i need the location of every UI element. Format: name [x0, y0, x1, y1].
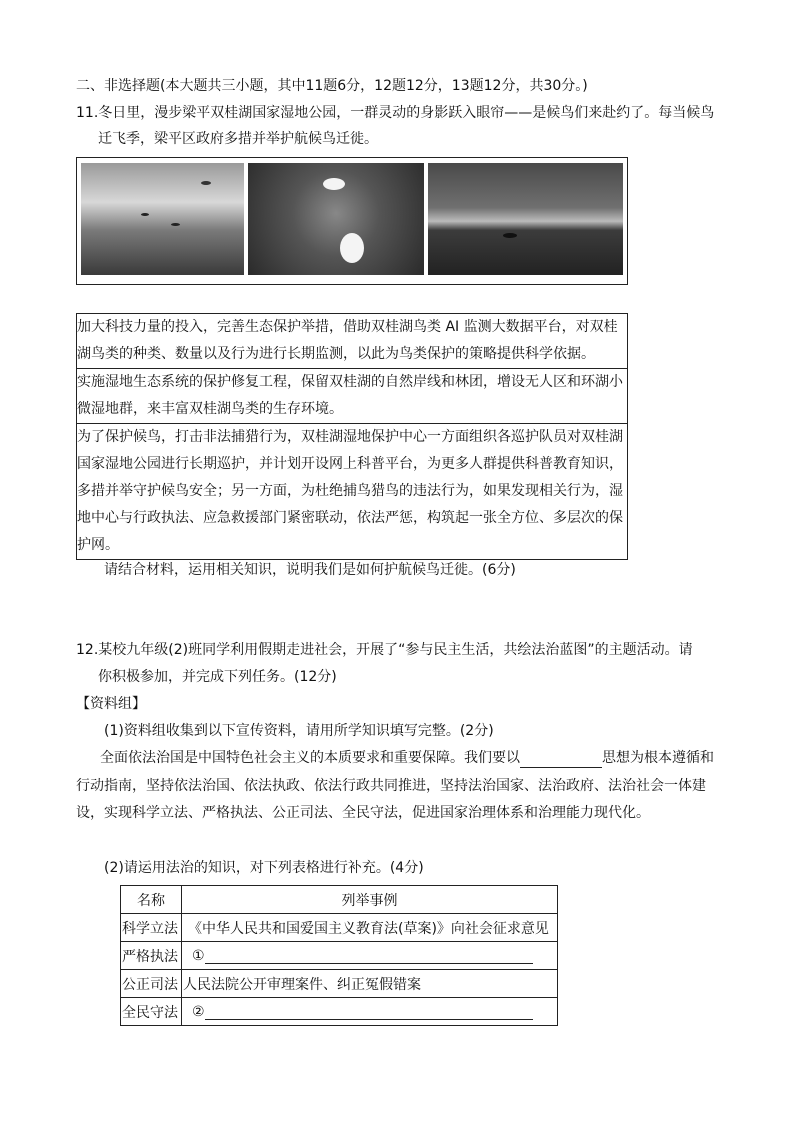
fill-paragraph-line-1 — [100, 748, 714, 768]
para-text: 思想为根本遵循和 — [602, 750, 714, 766]
material-row — [77, 369, 627, 424]
material-line: 地中心与行政执法、应急救援部门紧密联动，依法严惩，构筑起一张全方位、多层次的保 — [77, 510, 623, 526]
table-row — [121, 998, 558, 1026]
table-row — [121, 970, 558, 998]
fill-paragraph-line-3: 设，实现科学立法、严格执法、公正司法、全民守法，促进国家治理体系和治理能力现代化。 — [76, 805, 650, 821]
circled-number: ① — [192, 948, 205, 964]
q11-material-table — [76, 313, 628, 560]
table-row — [121, 914, 558, 942]
sub-question-2: (2)请运用法治的知识，对下列表格进行补充。(4分) — [104, 860, 424, 876]
material-row — [77, 314, 627, 369]
photo-flock-on-shore — [81, 163, 244, 275]
header-name: 名称 — [121, 886, 182, 914]
answer-blank[interactable] — [205, 1003, 533, 1020]
photo-white-egrets — [248, 163, 424, 275]
answer-blank[interactable] — [520, 751, 602, 768]
row-example: 《中华人民共和国爱国主义教育法(草案)》向社会征求意见 — [182, 914, 558, 942]
material-line: 多措并举守护候鸟安全；另一方面，为杜绝捕鸟猎鸟的违法行为，如果发现相关行为，湿 — [77, 483, 623, 499]
header-example: 列举事例 — [182, 886, 558, 914]
table-row — [121, 942, 558, 970]
row-example[interactable] — [182, 998, 558, 1026]
row-name: 科学立法 — [121, 914, 182, 942]
row-name: 全民守法 — [121, 998, 182, 1026]
q11-stem-line-2: 迁飞季，梁平区政府多措并举护航候鸟迁徙。 — [98, 131, 378, 147]
rule-of-law-table — [120, 885, 558, 1026]
material-row — [77, 424, 627, 559]
bird-photo-strip — [76, 157, 628, 285]
material-line: 湖鸟类的种类、数量以及行为进行长期监测，以此为鸟类保护的策略提供科学依据。 — [77, 346, 595, 362]
row-example[interactable] — [182, 942, 558, 970]
material-line: 国家湿地公园进行长期巡护，并计划开设网上科普平台，为更多人群提供科普教育知识， — [77, 456, 623, 472]
para-text: 全面依法治国是中国特色社会主义的本质要求和重要保障。我们要以 — [100, 750, 520, 766]
sub-question-1: (1)资料组收集到以下宣传资料，请用所学知识填写完整。(2分) — [104, 723, 494, 739]
group-heading: 【资料组】 — [76, 696, 146, 712]
row-name: 公正司法 — [121, 970, 182, 998]
q11-question: 请结合材料，运用相关知识，说明我们是如何护航候鸟迁徙。(6分) — [104, 562, 516, 578]
q12-stem-line-2: 你积极参加，并完成下列任务。(12分) — [98, 669, 337, 685]
q12-stem-line-1: 12.某校九年级(2)班同学利用假期走进社会，开展了“参与民主生活，共绘法治蓝图”的主题活动。请 — [76, 642, 693, 658]
material-line: 护网。 — [77, 537, 119, 553]
table-header-row — [121, 886, 558, 914]
fill-paragraph-line-2: 行动指南，坚持依法治国、依法执政、依法行政共同推进，坚持法治国家、法治政府、法治社会一体建 — [76, 778, 706, 794]
row-name: 严格执法 — [121, 942, 182, 970]
row-example: 人民法院公开审理案件、纠正冤假错案 — [182, 970, 558, 998]
answer-blank[interactable] — [205, 947, 533, 964]
material-line: 实施湿地生态系统的保护修复工程，保留双桂湖的自然岸线和林团，增设无人区和环湖小 — [77, 374, 623, 390]
q11-stem-line-1: 11.冬日里，漫步梁平双桂湖国家湿地公园，一群灵动的身影跃入眼帘——是候鸟们来赴约了。每当候鸟 — [76, 105, 715, 121]
material-line: 微湿地群，来丰富双桂湖鸟类的生存环境。 — [77, 401, 343, 417]
section-title: 二、非选择题(本大题共三小题，其中11题6分，12题12分，13题12分，共30分。) — [76, 78, 588, 94]
photo-birds-over-water — [428, 163, 623, 275]
material-line: 为了保护候鸟，打击非法捕猎行为，双桂湖湿地保护中心一方面组织各巡护队员对双桂湖 — [77, 429, 623, 445]
material-line: 加大科技力量的投入，完善生态保护举措，借助双桂湖鸟类 AI 监测大数据平台，对双桂 — [77, 319, 618, 335]
circled-number: ② — [192, 1004, 205, 1020]
